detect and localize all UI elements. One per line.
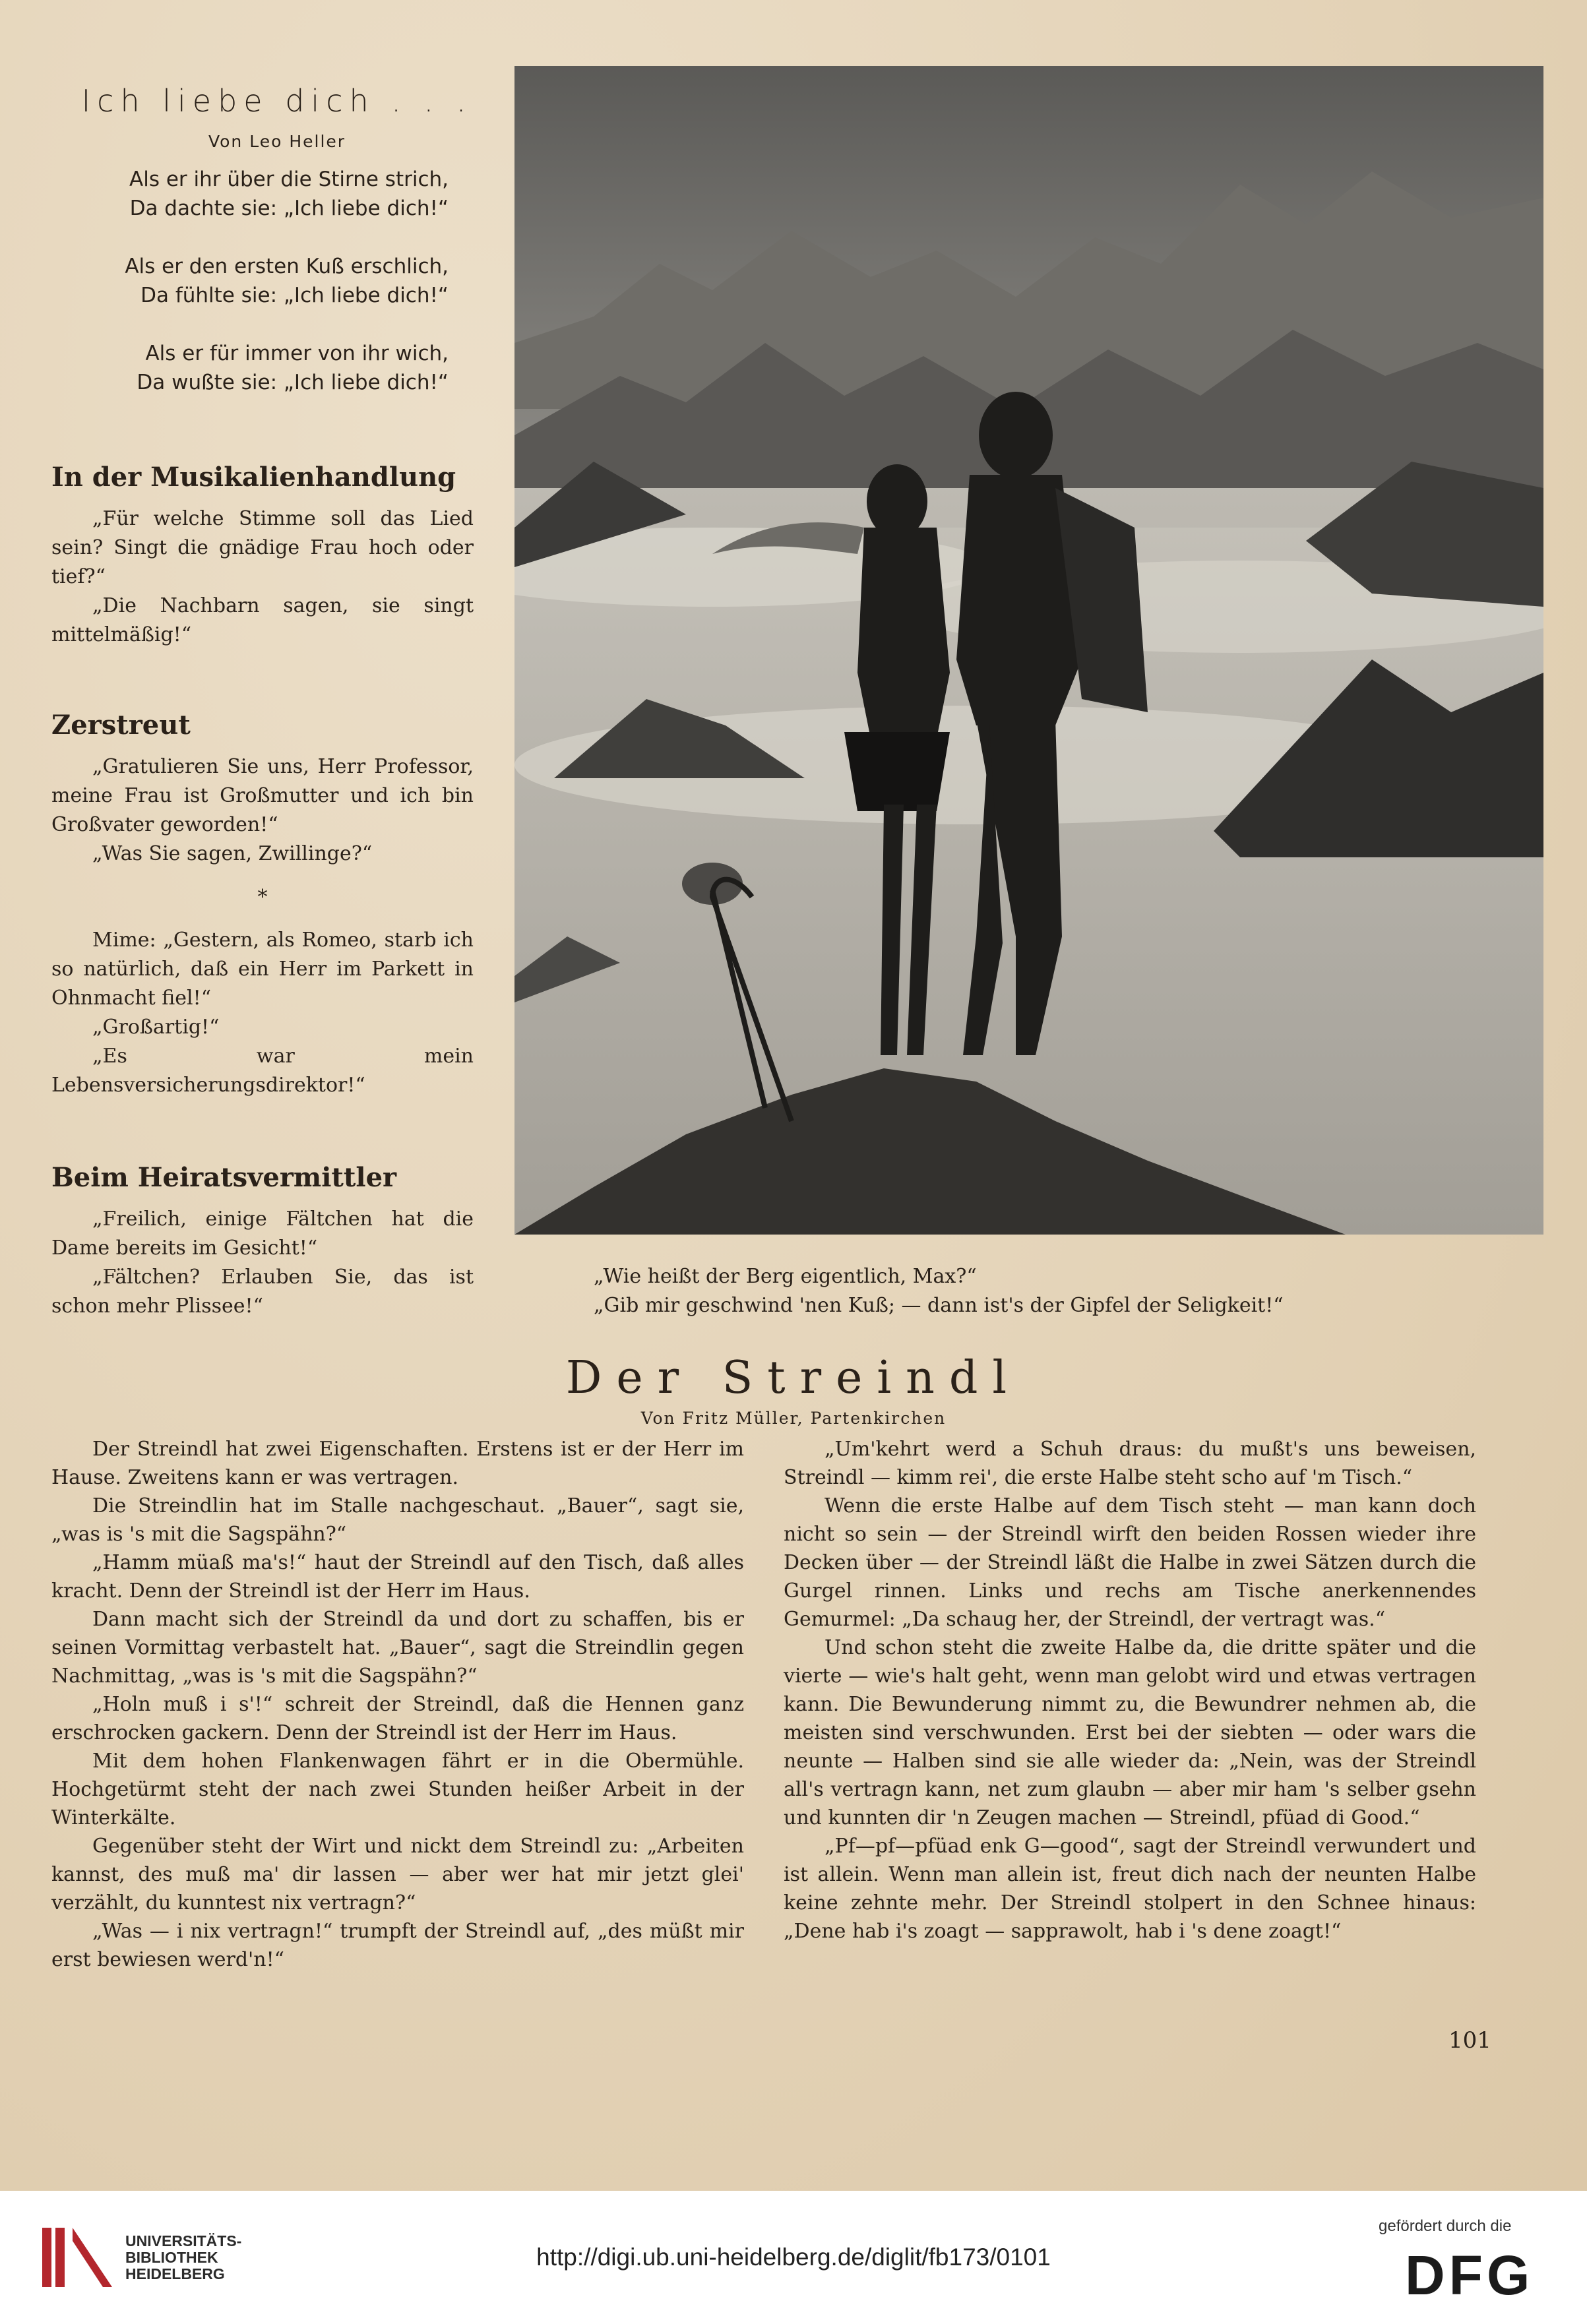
story-paragraph: „Um'kehrt werd a Schuh draus: du mußt's uns beweisen, Streindl — kimm rei', die erste Halbe steht scho auf 'm Tisch.“ (784, 1438, 1476, 1489)
story-column-left (51, 1435, 744, 1974)
digitization-footer (0, 2191, 1587, 2324)
poem-stanza (40, 252, 449, 310)
story-paragraph: „Pf—pf—pfüad enk G—good“, sagt der Streindl verwundert und ist allein. Wenn man allein ist, freut dich nach der neunten Halbe keine zehnte mehr. Der Streindl stolpert in den Schnee hinaus: „Dene hab i's zoagt — sapprawolt, hab i 's dene zoagt!“ (784, 1835, 1476, 1943)
story-title: Der Streindl (565, 1352, 1022, 1404)
story-paragraph: Die Streindlin hat im Stalle nachgeschaut. „Bauer“, sagt sie, „was is 's mit die Sagspähn?“ (51, 1494, 744, 1546)
poem-author: Von Leo Heller (208, 132, 346, 151)
poem-stanza (40, 339, 449, 397)
story-paragraph: Mit dem hohen Flankenwagen fährt er in die Obermühle. Hochgetürmt steht der nach zwei Stunden heißer Arbeit in der Winterkälte. (51, 1750, 744, 1829)
poem-line: Als er für immer von ihr wich, (145, 342, 449, 365)
caption-line: „Gib mir geschwind 'nen Kuß; — dann ist's der Gipfel der Seligkeit!“ (594, 1294, 1284, 1317)
poem-stanza (40, 165, 449, 223)
mountain-scene-image (514, 66, 1543, 1235)
page-number: 101 (1448, 2027, 1491, 2054)
joke-line: „Gratulieren Sie uns, Herr Professor, meine Frau ist Großmutter und ich bin Großvater geworden!“ (51, 755, 474, 836)
caption-line: „Wie heißt der Berg eigentlich, Max?“ (594, 1265, 977, 1288)
poem-body (40, 165, 449, 426)
source-url-link[interactable]: http://digi.ub.uni-heidelberg.de/diglit/fb173/0101 (536, 2244, 1051, 2271)
library-name-line: UNIVERSITÄTS- (125, 2232, 242, 2249)
joke-musikalienhandlung (51, 462, 474, 650)
separator-star: * (257, 886, 268, 909)
story-paragraph: Gegenüber steht der Wirt und nickt dem Streindl zu: „Arbeiten kannst, des muß ma' dir lassen — aber wer hat mir jetzt glei' verzählt, du kunntest nix vertragn?“ (51, 1835, 744, 1914)
story-paragraph: Wenn die erste Halbe auf dem Tisch steht — man kann doch nicht so sein — der Streindl wirft den beiden Rossen wieder ihre Decken über — der Streindl läßt die Halbe in zwei Sätzen durch die Gurgel rinnen. Links und rechs am Tische anerkennendes Gemurmel: „Da schaug her, der Streindl, der vertragt was.“ (784, 1494, 1476, 1631)
story-paragraph: „Hamm müaß ma's!“ haut der Streindl auf den Tisch, daß alles kracht. Denn der Streindl ist der Herr im Haus. (51, 1551, 744, 1603)
story-paragraph: „Holn muß i s'!“ schreit der Streindl, daß die Hennen ganz erschrocken gackern. Denn der Streindl ist der Herr im Haus. (51, 1693, 744, 1744)
story-paragraph: Der Streindl hat zwei Eigenschaften. Erstens ist er der Herr im Hause. Zweitens kann er was vertragen. (51, 1438, 744, 1489)
joke-line: „Es war mein Lebensversicherungsdirektor!“ (51, 1045, 474, 1097)
illustration-caption (594, 1262, 1550, 1320)
story-paragraph: Dann macht sich der Streindl da und dort zu schaffen, bis er seinen Vormittag verbastelt hat. „Bauer“, sagt die Streindlin gegen Nachmittag, „was is 's mit die Sagspähn?“ (51, 1608, 744, 1688)
library-name-line: HEIDELBERG (125, 2265, 225, 2282)
poem-title: Ich liebe dich . . . (81, 83, 473, 119)
story-paragraph: Und schon steht die zweite Halbe da, die dritte später und die vierte — wie's halt geht, wenn man gelobt wird und etwas vertragen kann. Die Bewunderung nimmt zu, die Bewundrer nehmen ab, die meisten sind verschwunden. Erst bei der siebten — oder wars die neunte — Halben sind sie alle wieder da: „Nein, was der Streindl all's vertragn kann, net zum glaubn — aber mir ham 's selber gsehn und kunnten dir 'n Zeugen machen — Streindl, pfüad di Good.“ (784, 1636, 1476, 1829)
joke-line: „Was Sie sagen, Zwillinge?“ (92, 842, 373, 865)
poem-line: Als er den ersten Kuß erschlich, (125, 255, 449, 278)
joke-zerstreut (51, 710, 474, 1100)
section-heading: Zerstreut (51, 710, 191, 741)
story-column-right (784, 1435, 1476, 1945)
section-heading: In der Musikalienhandlung (51, 462, 456, 493)
library-name-line: BIBLIOTHEK (125, 2249, 218, 2266)
dfg-logo: DFG (1405, 2244, 1534, 2306)
joke-line: „Die Nachbarn sagen, sie singt mittelmäßig!“ (51, 594, 474, 646)
funding-label: gefördert durch die (1379, 2217, 1512, 2235)
story-paragraph: „Was — i nix vertragn!“ trumpft der Streindl auf, „des müßt mir erst bewiesen werd'n!“ (51, 1920, 744, 1971)
poem-line: Als er ihr über die Stirne strich, (129, 168, 449, 191)
joke-line: Mime: „Gestern, als Romeo, starb ich so natürlich, daß ein Herr im Parkett in Ohnmacht fiel!“ (51, 929, 474, 1010)
joke-line: „Großartig!“ (92, 1016, 220, 1039)
poem-line: Da fühlte sie: „Ich liebe dich!“ (140, 284, 449, 307)
story-byline: Von Fritz Müller, Partenkirchen (640, 1409, 947, 1428)
joke-line: „Freilich, einige Fältchen hat die Dame bereits im Gesicht!“ (51, 1208, 474, 1260)
poem-line: Da wußte sie: „Ich liebe dich!“ (137, 371, 449, 394)
illustration-couple-on-mountain (514, 66, 1543, 1235)
joke-line: „Fältchen? Erlauben Sie, das ist schon mehr Plissee!“ (51, 1266, 474, 1318)
joke-line: „Für welche Stimme soll das Lied sein? Singt die gnädige Frau hoch oder tief?“ (51, 507, 474, 588)
joke-heiratsvermittler (51, 1162, 474, 1321)
poem-line: Da dachte sie: „Ich liebe dich!“ (129, 197, 449, 220)
section-heading: Beim Heiratsvermittler (51, 1162, 397, 1193)
